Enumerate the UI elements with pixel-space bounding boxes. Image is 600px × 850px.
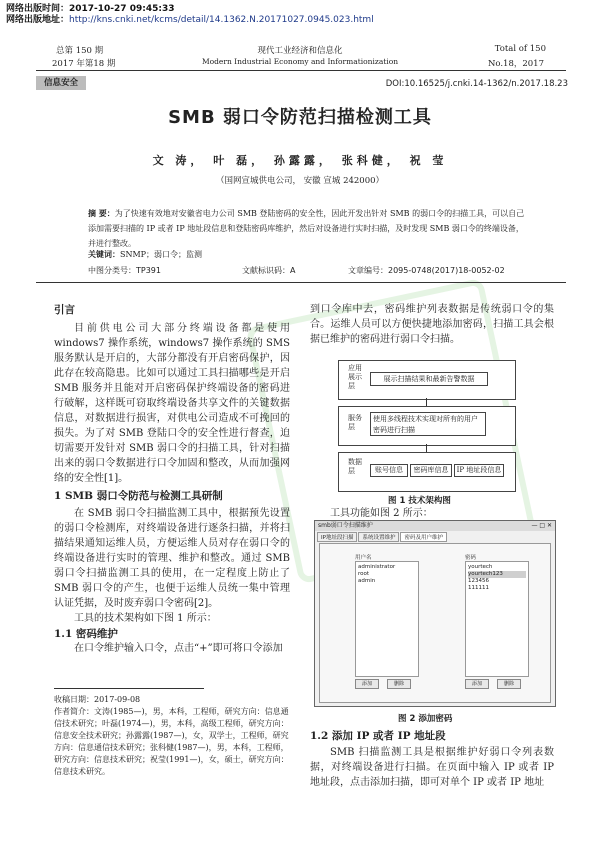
doi: DOI:10.16525/j.cnki.14-1362/n.2017.18.23: [385, 79, 568, 89]
abstract-text: 为了快速有效地对安徽省电力公司 SMB 登陆密码的安全性，因此开发出针对 SMB 的弱口令的扫描工具，可以自己添加需要扫描的 IP 或者 IP 地址段信息和登陆密码库维护，然后对设备进行实时扫描，及时发现 SMB 弱口令的终端设备，并进行整改。: [88, 209, 525, 248]
clc-number: 中图分类号：TP391: [88, 266, 161, 275]
fig2-tab-settings[interactable]: 系统设置维护: [358, 532, 399, 542]
abstract-rule: [36, 282, 566, 283]
intro-paragraph: 目前供电公司大部分终端设备都是使用 windows7 操作系统，windows7 操作系统的 SMS 服务默认是开启的，大部分都没有开启密码保护，因此存在较高隐患。比如可以通过工具扫描哪些是开启 SMB 服务并且能对开启密码保护终端设备的密码进行破解，这样既可窃取终端设备共享文件的关键数据信息，对数据进行损害，对供电公司造成不可挽回的损失。为了对 SMB 登陆口令的安全性进行督查，迫切需要开发针对 SMB 弱口令的扫描工具，针对扫描出来的弱口令数据进行口令加固和整改，从而加强网络的安全性[1]。: [54, 323, 290, 484]
fig2-tabs: [317, 532, 448, 541]
doc-code: 文献标识码：A: [242, 266, 296, 275]
footnote: [54, 694, 290, 778]
footnote-rule: [54, 688, 204, 689]
affiliation: （国网宣城供电公司， 安徽 宣城 242000）: [215, 176, 385, 186]
keywords-label: 关键词：: [88, 249, 120, 259]
paper-title: SMB 弱口令防范扫描检测工具: [168, 107, 432, 128]
fig1-connector-1: [426, 398, 427, 406]
intro-heading: 引言: [54, 304, 75, 316]
header-journal-en: Modern Industrial Economy and Informationization: [201, 57, 399, 66]
fig2-tab-ip-scan[interactable]: IP地址段扫描: [317, 532, 357, 542]
figure1-architecture: [338, 360, 516, 490]
header-total: Total of 150: [494, 44, 546, 54]
right-column-top: [310, 302, 554, 347]
fig2-pwd-label: 密码: [465, 555, 477, 561]
fig2-user-delete-button[interactable]: 删除: [387, 679, 411, 689]
fig1-service-box: 使用多线程技术实现对所有的用户密码进行扫描: [370, 412, 486, 436]
fig1-account-box: 账号信息: [370, 464, 408, 477]
publication-info: [6, 4, 374, 26]
fig2-user-add-button[interactable]: 添加: [355, 679, 379, 689]
fig2-window-controls-icon[interactable]: — □ ✕: [531, 522, 552, 529]
authors: 文 涛， 叶 磊， 孙露露， 张科健， 祝 莹: [152, 154, 448, 167]
fig1-app-box: 展示扫描结果和最新告警数据: [370, 372, 488, 386]
left-column: [54, 302, 290, 656]
section1-paragraph: 在 SMB 弱口令扫描监测工具中，根据预先设置的弱口令检测库，对终端设备进行逐条扫描，并将扫描结果通知运维人员，方便运维人员对存在弱口令的终端设备进行实时的管理、维护和整改。通过 SMB 弱口令扫描监测工具的使用，在一定程度上防止了 SMB 弱口令的产生，也便于运维人员统一集中管理认证凭据，及时废弃弱口令密码[2]。: [54, 508, 290, 609]
section12-heading: 1.2 添加 IP 或者 IP 地址段: [310, 730, 446, 742]
column-section: 信息安全: [36, 76, 86, 90]
figure2-screenshot: [314, 520, 556, 707]
fig1-connector-2: [426, 444, 427, 452]
abstract-label: 摘 要：: [88, 208, 115, 218]
author-bios: 作者简介：文涛(1985—)，男，本科，工程师，研究方向：信息通信技术研究；叶磊(1974—)，男，本科，高级工程师，研究方向：信息安全技术研究；孙露露(1987—)，女，双学士，工程师，研究方向：信息通信技术研究；张科健(1987—)，男，本科，工程师，研究方向：信息技术研究；祝莹(1991—)，女，硕士，研究方向：信息技术研究。: [54, 707, 289, 776]
header-number: No.18，2017: [487, 59, 544, 69]
abstract: [88, 206, 528, 251]
section12-paragraph: SMB 扫描监测工具是根据维护好弱口令列表数据，对终端设备进行扫描。在页面中输入 IP 或者 IP 地址段，点击添加扫描，即可对单个 IP 或者 IP 地址: [310, 747, 554, 788]
fig1-app-layer-label: 应用展示层: [348, 364, 362, 390]
fig2-pwd-item-selected[interactable]: yourtech123: [468, 571, 526, 578]
header-year: 2017 年第18 期: [52, 59, 116, 69]
fig2-pwd-item[interactable]: 123456: [468, 578, 489, 584]
fig1-service-layer-label: 服务层: [348, 414, 362, 431]
fig2-pwd-item[interactable]: yourtech: [468, 564, 493, 570]
fig2-window-title-text: smb弱口令扫描维护: [318, 522, 373, 529]
fig2-users-list[interactable]: [355, 561, 419, 677]
section1-heading: 1 SMB 弱口令防范与检测工具研制: [54, 490, 223, 502]
figure1-caption: 图 1 技术架构图: [388, 496, 451, 506]
header-journal-cn: 现代工业经济和信息化: [257, 46, 343, 56]
fig1-password-box: 密码库信息: [410, 464, 452, 477]
header-issue: 总第 150 期: [56, 46, 104, 56]
keywords: [88, 249, 528, 260]
fig2-window-title: [315, 521, 555, 531]
fig2-tab-password[interactable]: 密码及用户维护: [400, 532, 447, 542]
fig2-user-item[interactable]: administrator: [358, 564, 396, 570]
fig1-data-layer-label: 数据层: [348, 458, 362, 475]
fig1-ip-box: IP 地址段信息: [454, 464, 504, 477]
section11-heading: 1.1 密码维护: [54, 628, 118, 640]
header-rule: [36, 70, 566, 71]
right-top-paragraph: 到口令库中去，密码维护列表数据是传统弱口令的集合。运维人员可以方便快捷地添加密码，扫描工具会根据已维护的密码进行弱口令扫描。: [310, 304, 554, 345]
section1-figure-intro: 工具的技术架构如下图 1 所示：: [74, 613, 217, 624]
online-time: 网络出版时间：2017-10-27 09:45:33: [6, 4, 175, 14]
online-url-link[interactable]: http://kns.cnki.net/kcms/detail/14.1362.N.20171027.0945.023.html: [69, 15, 374, 25]
figure2-intro: 工具功能如图 2 所示：: [330, 508, 433, 519]
fig2-users-label: 用户名: [355, 555, 372, 561]
fig2-pwd-add-button[interactable]: 添加: [465, 679, 489, 689]
fig2-user-item[interactable]: admin: [358, 578, 376, 584]
fig2-pwd-item[interactable]: 111111: [468, 585, 489, 591]
online-url-label: 网络出版地址：: [6, 15, 70, 25]
fig2-pwd-list[interactable]: [465, 561, 529, 677]
right-column-bottom: [310, 728, 554, 790]
figure2-caption: 图 2 添加密码: [398, 714, 453, 724]
received-date: 收稿日期：2017-09-08: [54, 695, 141, 704]
keywords-text: SNMP；弱口令；监测: [120, 250, 203, 259]
section11-paragraph: 在口令维护输入口令，点击“+”即可将口令添加: [74, 643, 283, 654]
fig2-pwd-delete-button[interactable]: 删除: [497, 679, 521, 689]
article-number: 文章编号：2095-0748(2017)18-0052-02: [348, 266, 505, 275]
fig2-user-item[interactable]: root: [358, 571, 370, 577]
